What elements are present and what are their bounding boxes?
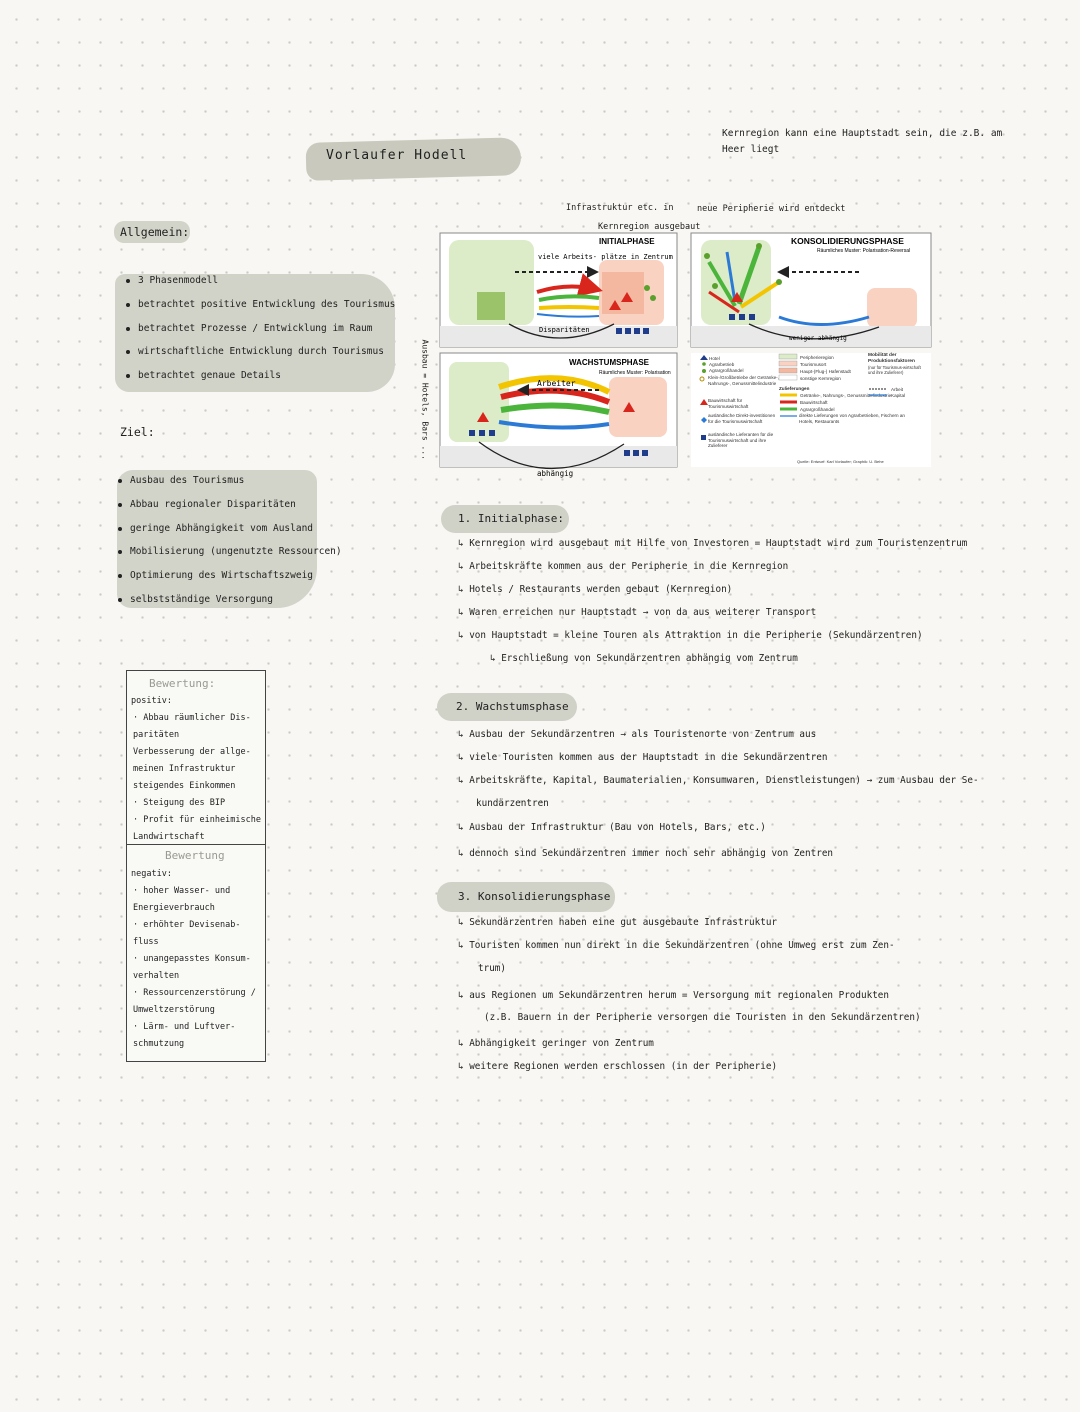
eval-line: · hoher Wasser- und	[133, 886, 231, 896]
list-item: selbstständige Versorgung	[118, 595, 273, 605]
annotation-weniger-abhaengig: weniger abhängig	[789, 335, 847, 342]
annotation-arbeitsplaetze: viele Arbeits- plätze in Zentrum	[538, 253, 673, 261]
phase2-heading: 2. Wachstumsphase	[456, 700, 569, 713]
phase-title-initial: INITIALPHASE	[599, 237, 655, 246]
eval-line: schmutzung	[133, 1039, 185, 1049]
page-title: Vorlaufer Hodell	[326, 148, 468, 163]
eval-line: · Lärm- und Luftver-	[133, 1022, 236, 1032]
diagram-legend: Hotel Agrarbetrieb Agrargroßhandel Klein-/Großbetriebe der Getränke-, Nahrungs-, Genussmittelindustrie Bauwirtschaft für Tourismuswirtschaft ausländische Direkt-investitionen für die Tourismuswirtschaft ausländische Lieferanten für die Tourismuswirtschaft und ihre Zulieferer Peripherieregion Tourismusort Haupt-(Flug-) Hafenstadt sonstige Kernregion Zulieferungen Getränke-, Nahrungs-, Genussmittelindustrie Bauwirtschaft Agrargroßhandel direkte Lieferungen von Agrarbetrieben, Fischern an Hotels, Restaurants Mobilität der Produktionsfaktoren (nur für Tourismus-wirtschaft und ihre Zulieferer) Arbeit Kapital Quelle: Entwurf: Karl Vorlaufer; Graphik: U. Behe	[691, 353, 931, 467]
svg-text:Haupt-(Flug-) Hafenstadt: Haupt-(Flug-) Hafenstadt	[800, 369, 851, 374]
eval-line: paritäten	[133, 730, 180, 740]
phase-title-konsolidierung: KONSOLIDIERUNGSPHASE	[791, 236, 904, 246]
eval-line: fluss	[133, 937, 159, 947]
top-note-line1: Kernregion kann eine Hauptstadt sein, die z.B. am	[722, 128, 1003, 139]
eval-line: Landwirtschaft	[133, 832, 205, 842]
svg-text:Tourismusort: Tourismusort	[800, 362, 827, 367]
phase3-line: trum)	[478, 963, 506, 974]
annotation-peripherie: neue Peripherie wird entdeckt	[697, 204, 846, 214]
phase3-line: ↳ weitere Regionen werden erschlossen (in der Peripherie)	[458, 1061, 778, 1072]
list-item: geringe Abhängigkeit vom Ausland	[118, 524, 313, 534]
list-item: Optimierung des Wirtschaftszweig	[118, 571, 313, 581]
eval-line: meinen Infrastruktur	[133, 764, 236, 774]
list-item: Ausbau des Tourismus	[118, 476, 244, 486]
phase2-line: ↳ Ausbau der Sekundärzentren → als Touristenorte von Zentrum aus	[458, 729, 817, 740]
svg-text:sonstige Kernregion: sonstige Kernregion	[800, 376, 841, 381]
eval-line: · erhöhter Devisenab-	[133, 920, 241, 930]
list-item: Abbau regionaler Disparitäten	[118, 500, 296, 510]
phase2-line: ↳ Ausbau der Infrastruktur (Bau von Hotels, Bars, etc.)	[458, 822, 766, 833]
ziel-highlight-block	[117, 470, 317, 608]
list-item: betrachtet positive Entwicklung des Tourismus	[126, 300, 395, 310]
annotation-abhaengig: abhängig	[537, 469, 574, 478]
svg-text:Agrargroßhandel: Agrargroßhandel	[709, 368, 744, 373]
eval-line: verhalten	[133, 971, 180, 981]
annotation-infrastruktur: Infrastruktur etc. in	[566, 203, 674, 213]
svg-text:Quelle: Entwurf: Karl Vorlaufe: Quelle: Entwurf: Karl Vorlaufer; Graphik: U. Behe	[797, 459, 884, 464]
annotation-disparitaeten: Disparitäten	[539, 326, 590, 334]
svg-text:Agrarbetrieb: Agrarbetrieb	[709, 362, 735, 367]
svg-text:Peripherieregion: Peripherieregion	[800, 355, 834, 360]
svg-text:Agrargroßhandel: Agrargroßhandel	[800, 407, 835, 412]
phase1-line: ↳ Waren erreichen nur Hauptstadt → von da aus weiterer Transport	[458, 607, 817, 618]
svg-text:Zulieferungen: Zulieferungen	[779, 386, 810, 391]
eval-line: Verbesserung der allge-	[133, 747, 251, 757]
phase3-heading: 3. Konsolidierungsphase	[458, 890, 611, 903]
phase1-line: ↳ Arbeitskräfte kommen aus der Peripherie in die Kernregion	[458, 561, 789, 572]
annotation-arbeiter: Arbeiter	[537, 379, 576, 388]
svg-text:Hotel: Hotel	[709, 356, 720, 361]
eval-line: · Ressourcenzerstörung /	[133, 988, 256, 998]
list-item: 3 Phasenmodell	[126, 276, 218, 286]
phase3-line: ↳ aus Regionen um Sekundärzentren herum = Versorgung mit regionalen Produkten	[458, 990, 889, 1001]
svg-text:Kapital: Kapital	[891, 393, 906, 398]
list-item: Mobilisierung (ungenutzte Ressourcen)	[118, 547, 342, 557]
phase1-heading: 1. Initialphase:	[458, 512, 564, 525]
eval-line: Energieverbrauch	[133, 903, 215, 913]
phase2-line: ↳ dennoch sind Sekundärzentren immer noch sehr abhängig von Zentren	[458, 848, 834, 859]
phase-title-wachstum: WACHSTUMSPHASE	[569, 358, 650, 367]
list-item: betrachtet genaue Details	[126, 371, 281, 381]
phase2-line: kundärzentren	[476, 798, 549, 809]
list-item: betrachtet Prozesse / Entwicklung im Raum	[126, 324, 373, 334]
eval-line: · Steigung des BIP	[133, 798, 226, 808]
phase2-line: ↳ viele Touristen kommen aus der Hauptstadt in die Sekundärzentren	[458, 752, 828, 763]
annotation-kernregion: Kernregion ausgebaut	[598, 222, 701, 232]
phase3-line: ↳ Abhängigkeit geringer von Zentrum	[458, 1038, 654, 1049]
allgemein-label: Allgemein:	[120, 225, 190, 239]
eval-line: · Profit für einheimische	[133, 815, 261, 825]
bewertung-heading: Bewertung:	[149, 677, 216, 690]
eval-line: · Abbau räumlicher Dis-	[133, 713, 251, 723]
phase1-line: ↳ von Hauptstadt = kleine Touren als Attraktion in die Peripherie (Sekundärzentren)	[458, 630, 923, 641]
eval-line: · unangepasstes Konsum-	[133, 954, 251, 964]
top-note-line2: Heer liegt	[722, 144, 780, 155]
phase3-line: ↳ Sekundärzentren haben eine gut ausgebaute Infrastruktur	[458, 917, 778, 928]
bewertung-table	[126, 670, 266, 1062]
svg-text:Bauwirtschaft: Bauwirtschaft	[800, 400, 828, 405]
positiv-label: positiv:	[131, 696, 172, 706]
ziel-label: Ziel:	[120, 425, 155, 439]
eval-line: Umweltzerstörung	[133, 1005, 215, 1015]
phase1-line: ↳ Erschließung von Sekundärzentren abhängig vom Zentrum	[490, 653, 798, 664]
phase-subtitle-konsolidierung: Räumliches Muster: Polarisation-Reversal	[817, 248, 911, 254]
phase3-line: ↳ Touristen kommen nun direkt in die Sekundärzentren (ohne Umweg erst zum Zen-	[458, 940, 895, 951]
list-item: wirtschaftliche Entwicklung durch Tourismus	[126, 347, 384, 357]
svg-text:Getränke-, Nahrungs-, Genussmi: Getränke-, Nahrungs-, Genussmittelindustrie	[800, 393, 892, 398]
bewertung-heading-2: Bewertung	[165, 849, 225, 862]
svg-text:Arbeit: Arbeit	[891, 387, 904, 392]
phase-model-diagram	[439, 232, 984, 478]
negativ-label: negativ:	[131, 869, 172, 879]
vertical-annotation: Ausbau = Hotels, Bars ...	[420, 339, 430, 460]
phase2-line: ↳ Arbeitskräfte, Kapital, Baumaterialien, Konsumwaren, Dienstleistungen) → zum Ausbau der Se-	[458, 775, 979, 786]
eval-line: steigendes Einkommen	[133, 781, 236, 791]
phase3-line: (z.B. Bauern in der Peripherie versorgen die Touristen in den Sekundärzentren)	[484, 1012, 921, 1023]
phase1-line: ↳ Kernregion wird ausgebaut mit Hilfe von Investoren = Hauptstadt wird zum Touristenzentrum	[458, 538, 968, 549]
phase-subtitle-wachstum: Räumliches Muster: Polarisation	[599, 370, 671, 376]
phase1-line: ↳ Hotels / Restaurants werden gebaut (Kernregion)	[458, 584, 733, 595]
